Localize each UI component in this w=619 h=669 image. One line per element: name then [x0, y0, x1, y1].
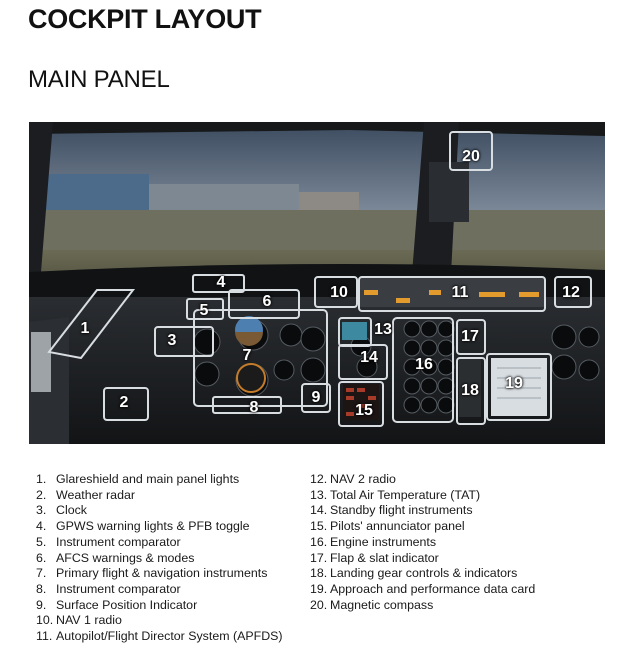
legend-item-text: Magnetic compass: [330, 597, 434, 612]
legend-item-number: 1.: [36, 472, 47, 486]
callout-2: 2: [119, 394, 129, 411]
legend-item-text: Instrument comparator: [56, 581, 181, 596]
legend-item-text: Total Air Temperature (TAT): [330, 487, 481, 502]
legend-item-text: Pilots' annunciator panel: [330, 519, 465, 534]
legend-item-text: Weather radar: [56, 487, 135, 502]
callout-16: 16: [415, 356, 433, 373]
legend-item-text: Landing gear controls & indicators: [330, 566, 518, 581]
legend-item-number: 16.: [310, 534, 328, 549]
legend-item-number: 3.: [36, 503, 47, 518]
legend-item-text: NAV 1 radio: [56, 613, 122, 628]
legend-item-number: 19.: [310, 581, 328, 596]
legend-item: [310, 488, 580, 504]
legend-item-number: 5.: [36, 534, 47, 549]
legend-item: [36, 551, 298, 567]
legend-item-number: 15.: [310, 519, 328, 534]
legend-item-number: 9.: [36, 597, 47, 612]
legend-item-number: 8.: [36, 581, 47, 596]
callout-12: 12: [562, 284, 580, 301]
callout-5: 5: [199, 302, 209, 319]
callout-11: 11: [451, 284, 469, 301]
legend-item-number: 6.: [36, 550, 47, 565]
legend-item-number: 14.: [310, 503, 328, 518]
callout-20: 20: [462, 148, 480, 165]
legend-item: [36, 582, 298, 598]
legend-item-number: 12.: [310, 472, 328, 486]
legend-item: [36, 566, 298, 582]
legend-item-text: Engine instruments: [330, 534, 437, 549]
callout-4: 4: [216, 274, 226, 291]
callout-7: 7: [242, 347, 252, 364]
legend-item: [310, 598, 580, 614]
legend-item: [36, 488, 298, 504]
legend-item-number: 20.: [310, 597, 328, 612]
legend-item-text: Autopilot/Flight Director System (APFDS): [56, 629, 283, 644]
callout-18: 18: [461, 382, 479, 399]
callout-19: 19: [505, 375, 523, 392]
legend-item-number: 11.: [36, 629, 53, 644]
legend-item-number: 17.: [310, 550, 328, 565]
page-title: COCKPIT LAYOUT: [28, 4, 262, 34]
callout-3: 3: [167, 332, 177, 349]
callout-15: 15: [355, 402, 373, 419]
legend-list-right: [310, 472, 580, 613]
legend-item-text: GPWS warning lights & PFB toggle: [56, 519, 250, 534]
legend-item: [36, 503, 298, 519]
legend-item: [310, 503, 580, 519]
legend-item-text: Standby flight instruments: [330, 503, 473, 518]
legend-item-text: Clock: [56, 503, 87, 518]
legend-item: [310, 519, 580, 535]
legend-item: [36, 472, 298, 488]
legend-item: [36, 629, 298, 645]
legend-item: [36, 519, 298, 535]
legend-item-text: Primary flight & navigation instruments: [56, 566, 268, 581]
legend-item-text: Instrument comparator: [56, 534, 181, 549]
legend-item-number: 4.: [36, 519, 47, 534]
callout-8: 8: [249, 399, 259, 416]
callout-13: 13: [374, 321, 392, 338]
legend-item-text: Glareshield and main panel lights: [56, 472, 240, 486]
callout-6: 6: [262, 293, 272, 310]
legend-list-left: [36, 472, 298, 645]
legend-item: [310, 472, 580, 488]
legend-item: [310, 551, 580, 567]
legend-item: [310, 582, 580, 598]
legend-item: [36, 598, 298, 614]
legend-item-number: 13.: [310, 487, 328, 502]
legend-item: [36, 535, 298, 551]
legend-item: [36, 613, 298, 629]
legend-item-text: Approach and performance data card: [330, 581, 536, 596]
legend-item: [310, 535, 580, 551]
callout-1: 1: [80, 320, 90, 337]
legend-item-text: NAV 2 radio: [330, 472, 396, 486]
legend-item-number: 2.: [36, 487, 47, 502]
legend-item-text: Surface Position Indicator: [56, 597, 198, 612]
legend-item: [310, 566, 580, 582]
legend-item-number: 10.: [36, 613, 54, 628]
legend-item-number: 7.: [36, 566, 47, 581]
legend-item-text: Flap & slat indicator: [330, 550, 439, 565]
callout-9: 9: [311, 389, 321, 406]
callout-10: 10: [330, 284, 348, 301]
legend-item-number: 18.: [310, 566, 328, 581]
callout-14: 14: [360, 349, 378, 366]
callout-17: 17: [461, 328, 479, 345]
section-title: MAIN PANEL: [28, 66, 170, 93]
legend-item-text: AFCS warnings & modes: [56, 550, 195, 565]
